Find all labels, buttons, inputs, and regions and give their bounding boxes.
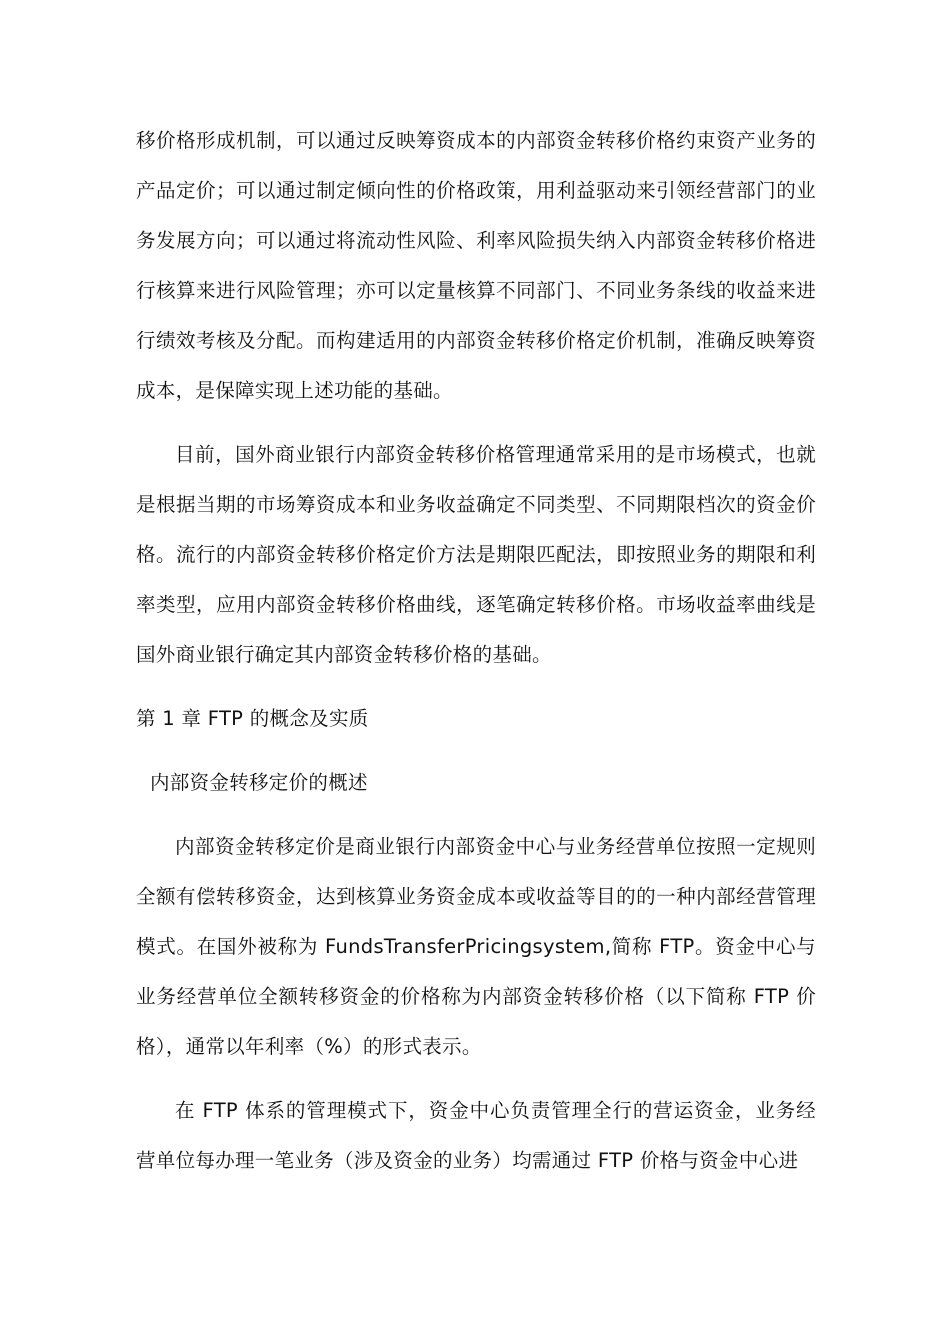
section-heading: 内部资金转移定价的概述	[150, 771, 368, 794]
chapter-heading: 第 1 章 FTP 的概念及实质	[136, 707, 369, 730]
paragraph-1: 移价格形成机制，可以通过反映筹资成本的内部资金转移价格约束资产业务的产品定价；可以通过制定倾向性的价格政策，用利益驱动来引领经营部门的业务发展方向；可以通过将流动性风险、利率风险损失纳入内部资金转移价格进行核算来进行风险管理；亦可以定量核算不同部门、不同业务条线的收益来进行绩效考核及分配。而构建适用的内部资金转移价格定价机制，准确反映筹资成本，是保障实现上述功能的基础。	[136, 129, 816, 402]
paragraph-4: 在 FTP 体系的管理模式下，资金中心负责管理全行的营运资金，业务经营单位每办理一笔业务（涉及资金的业务）均需通过 FTP 价格与资金中心进	[136, 1099, 816, 1172]
document-body	[136, 116, 816, 1186]
paragraph-2: 目前，国外商业银行内部资金转移价格管理通常采用的是市场模式，也就是根据当期的市场筹资成本和业务收益确定不同类型、不同期限档次的资金价格。流行的内部资金转移价格定价方法是期限匹配法，即按照业务的期限和利率类型，应用内部资金转移价格曲线，逐笔确定转移价格。市场收益率曲线是国外商业银行确定其内部资金转移价格的基础。	[136, 443, 816, 666]
paragraph-3: 内部资金转移定价是商业银行内部资金中心与业务经营单位按照一定规则全额有偿转移资金，达到核算业务资金成本或收益等目的的一种内部经营管理模式。在国外被称为 FundsTransferPricingsystem,简称 FTP。资金中心与业务经营单位全额转移资金的价格称为内部资金转移价格（以下简称 FTP 价格），通常以年利率（%）的形式表示。	[136, 835, 816, 1058]
